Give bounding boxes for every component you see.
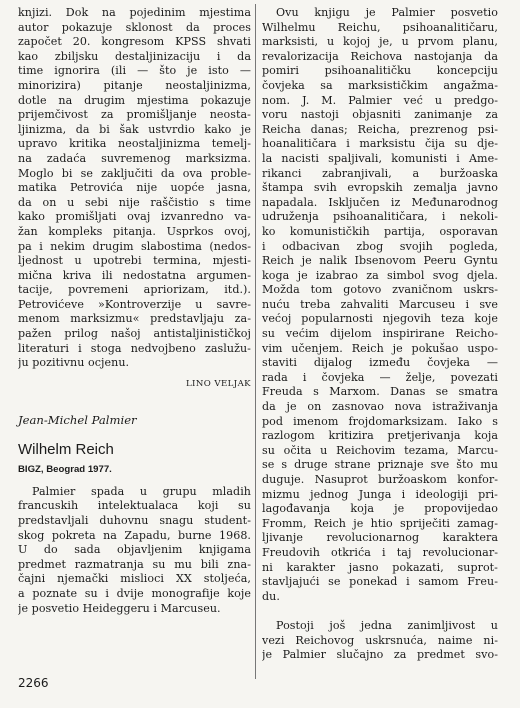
text-line: prijemčivost za promišljanje neosta-	[18, 108, 251, 122]
text-line: Reicha danas; Reicha, prezrenog psi-	[262, 122, 498, 136]
text-line: napadala. Isključen iz Međunarodnog	[262, 195, 498, 209]
text-line: U do sada objavljenim knjigama	[18, 543, 251, 557]
text-line: nom. J. M. Palmier već u predgo-	[262, 93, 498, 107]
text-line: čovjeka sa marksističkim angažma-	[262, 78, 498, 92]
previous-review-ending	[18, 6, 251, 371]
text-line: je Palmier slučajno za predmet svo-	[262, 648, 498, 662]
text-line: skog pokreta na Zapadu, burne 1968.	[18, 528, 251, 542]
book-author: Jean-Michel Palmier	[18, 412, 137, 427]
text-line: francuskih intelektualaca koji su	[18, 499, 251, 513]
text-line: du.	[262, 589, 280, 603]
text-line: mizmu jednog Junga i ideologiji pri-	[262, 487, 498, 501]
text-line: i odbacivan zbog svojih pogleda,	[262, 239, 498, 253]
text-line: rada i čovjeka — želje, povezati	[262, 370, 498, 384]
text-line: mična kriva ili nedostatna argumen-	[18, 268, 251, 282]
text-line: većoj popularnosti njegovih teza koje	[262, 312, 498, 326]
text-line: pod imenom frojdomarksizam. Iako s	[262, 414, 498, 428]
text-line: autor pokazuje sklonost da proces	[18, 20, 251, 34]
text-line: kako promišljati ovaj izvanredno va-	[18, 210, 251, 224]
text-line: je posvetio Heideggeru i Marcuseu.	[18, 601, 221, 615]
text-line: matika Petrovića nije uopće jasna,	[18, 181, 251, 195]
text-line: se s druge strane priznaje sve što mu	[262, 458, 498, 472]
text-line: dotle na drugim mjestima pokazuje	[18, 93, 251, 107]
text-line: nuću treba zahvaliti Marcuseu i sve	[262, 297, 498, 311]
book-publisher: BIGZ, Beograd 1977.	[18, 463, 112, 475]
text-line: duguje. Nasuprot buržoaskom konfor-	[262, 473, 498, 486]
text-line: Reich je nalik Ibsenovom Peeru Gyntu	[262, 254, 498, 268]
text-line: Freudovih otkrića i taj revolucionar-	[262, 545, 498, 559]
text-line: literaturi i stoga nedvojbeno zaslužu-	[18, 341, 251, 355]
text-line: marksisti, u kojoj je, u prvom planu,	[262, 35, 498, 49]
text-line: rikanci zabranjivali, a buržoaska	[262, 166, 498, 180]
text-line: a poznate su i dvije monografije koje	[18, 587, 251, 600]
text-line: staviti dijalog između čovjeka —	[262, 356, 498, 370]
text-line: da on u sebi nije raščistio s time	[18, 195, 251, 209]
text-line: Wilhelmu Reichu, psihoanalitičaru,	[262, 20, 498, 34]
text-line: Moglo bi se zaključiti da ova proble-	[18, 166, 251, 180]
text-line: revalorizacija Reichova nastojanja da	[262, 49, 498, 63]
text-line: la nacisti spaljivali, komunisti i Ame-	[262, 151, 498, 165]
text-line: Fromm, Reich je htio spriječiti zamag-	[262, 516, 498, 530]
text-line: menom marksizmu« predstavljaju za-	[18, 312, 251, 326]
text-line: vim učenjem. Reich je pokušao uspo-	[262, 341, 498, 355]
text-line: ju pozitivnu ocjenu.	[18, 356, 130, 370]
text-line: da je on zasnovao nova istraživanja	[262, 400, 498, 414]
review-signature: LINO VELJAK	[185, 378, 251, 389]
text-line: na zadaća suvremenog marksizma.	[18, 151, 251, 165]
text-line: hoanalitičara i marksistu čija su dje-	[262, 137, 498, 151]
text-line: Možda tom gotovo zvaničnom uskrs-	[262, 283, 498, 297]
text-line: predmet razmatranja su mu bili zna-	[18, 557, 251, 571]
text-line: ko komunističkih partija, osporavan	[262, 224, 498, 238]
text-line: su očita u Reichovim tezama, Marcu-	[262, 443, 498, 457]
text-line: započet 20. kongresom KPSS shvati	[18, 35, 251, 49]
left-column	[18, 6, 251, 616]
text-line: Petrovićeve »Kontroverzije u savre-	[18, 297, 251, 311]
text-line: kao zbiljsku destaljinizaciju i da	[18, 49, 251, 63]
text-line: koga je izabrao za simbol svog djela.	[262, 268, 498, 282]
text-line: ljednost u upotrebi termina, mjesti-	[18, 254, 251, 268]
text-line: predstavljali duhovnu snagu student-	[18, 514, 251, 528]
review-body-continued	[262, 6, 498, 604]
text-line: ljinizma, da bi šak ustvrdio kako je	[18, 122, 251, 136]
text-line: knjizi. Dok na pojedinim mjestima	[18, 6, 251, 19]
right-column	[262, 6, 498, 663]
text-line: Postoji još jedna zanimljivost u	[276, 618, 498, 632]
text-line: vezi Reichovog uskrsnuća, naime ni-	[262, 633, 498, 647]
text-line: pomiri psihoanalitičku koncepciju	[262, 64, 498, 78]
text-line: žan kompleks pitanja. Usprkos ovoj,	[18, 224, 251, 238]
text-line: minorizira) pitanje neostaljinizma,	[18, 78, 251, 92]
text-line: voru nastoji objasniti zanimanje za	[262, 108, 498, 122]
book-title: Wilhelm Reich	[18, 440, 114, 458]
text-line: ni karakter jasno pokazati, suprot-	[262, 560, 498, 574]
text-line: čajni njemački mislioci XX stoljeća,	[18, 572, 251, 586]
review-body-start	[18, 485, 251, 616]
text-line: pa i nekim drugim slabostima (nedos-	[18, 239, 251, 253]
text-line: lagođavanja koja je propovijedao	[262, 502, 498, 516]
text-line: Freuda s Marxom. Danas se smatra	[262, 385, 498, 399]
text-line: razlogom kritizira pretjerivanja koja	[262, 429, 498, 443]
text-line: tacije, povremeni apriorizam, itd.).	[18, 283, 251, 297]
text-line: štampa svih evropskih zemalja javno	[262, 181, 498, 195]
text-line: Ovu knjigu je Palmier posvetio	[276, 6, 498, 19]
text-line: ljivanje revolucionarnog karaktera	[262, 531, 498, 545]
text-line: stavljajući se ponekad i samom Freu-	[262, 575, 498, 589]
column-divider	[255, 4, 256, 679]
text-line: upravo kritika neostaljinizma temelj-	[18, 137, 251, 151]
page-number: 2266	[18, 676, 49, 690]
text-line: udruženja psihoanalitičara, i nekoli-	[262, 210, 498, 224]
text-line: Palmier spada u grupu mladih	[32, 484, 251, 498]
text-line: time ignorira (ili — što je isto —	[18, 64, 251, 78]
review-next-paragraph	[262, 619, 498, 663]
text-line: su većim dijelom inspirirane Reicho-	[262, 327, 498, 341]
text-line: pažen prilog našoj antistaljinističkoj	[18, 327, 251, 341]
